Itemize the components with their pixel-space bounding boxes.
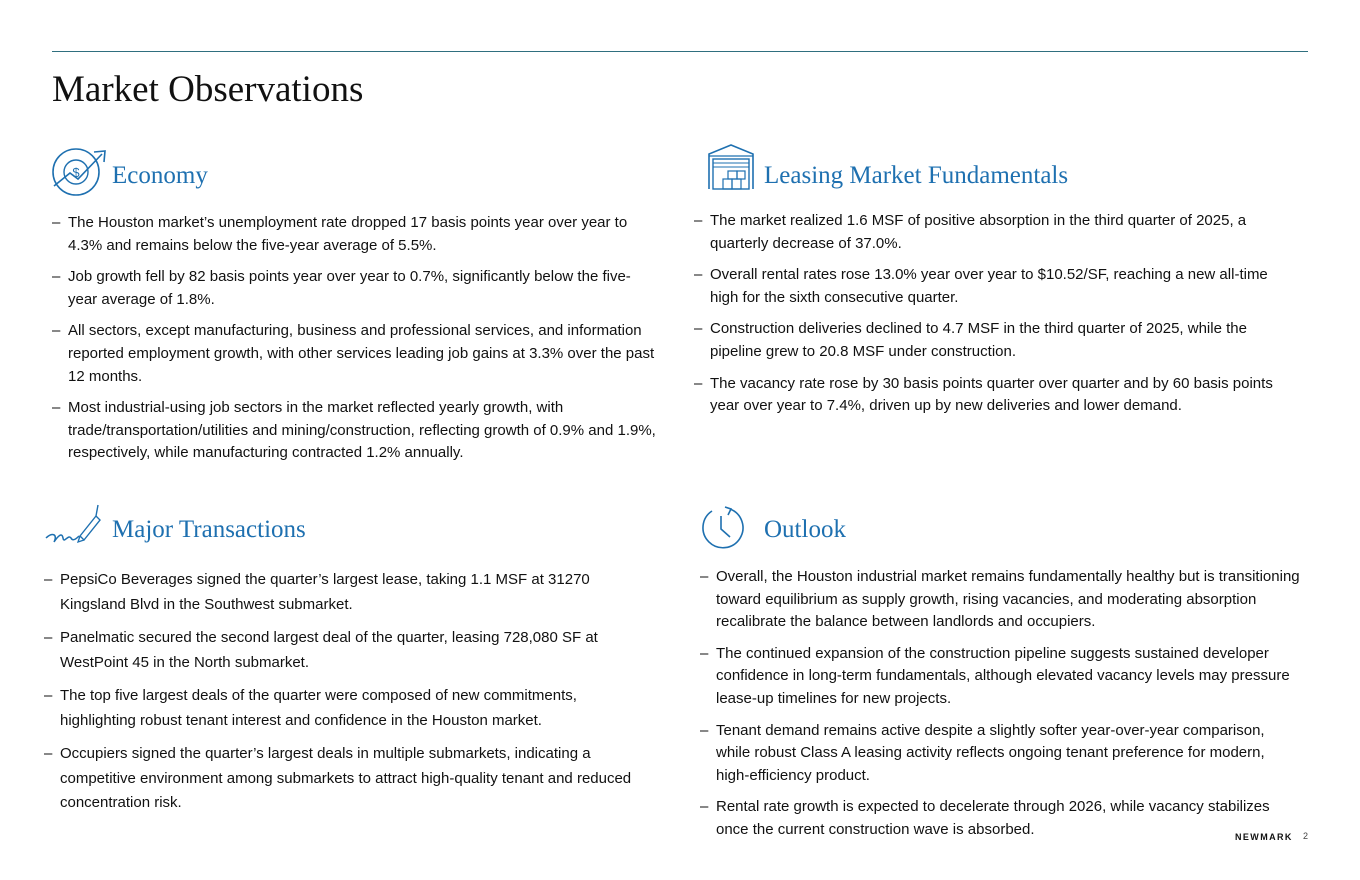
- section-header: [44, 502, 656, 568]
- section-title: Outlook: [764, 516, 846, 543]
- section-title: Leasing Market Fundamentals: [764, 162, 1069, 189]
- list-item: – The Houston market’s unemployment rate dropped 17 basis points year over year to 4.3% and remains below the five-year average of 5.5%.: [52, 214, 628, 254]
- section-outlook: [700, 504, 1300, 851]
- dollar-growth-icon: [52, 146, 108, 203]
- footer-brand-logo: NEWMARK: [1235, 832, 1293, 842]
- section-header: [700, 504, 1300, 566]
- list-item: – The market realized 1.6 MSF of positive absorption in the third quarter of 2025, a quarterly decrease of 37.0%.: [694, 212, 1247, 252]
- bullet-list: [700, 566, 1300, 842]
- list-item: – The top five largest deals of the quarter were composed of new commitments, highlighting robust tenant interest and confidence in the Houston market.: [44, 687, 577, 729]
- list-item: – The continued expansion of the construction pipeline suggests sustained developer confidence in long-term fundamentals, although elevated vacancy levels may pressure lease-up timelines for new projects.: [700, 644, 1290, 707]
- section-title: Major Transactions: [112, 516, 306, 543]
- list-item: – Most industrial-using job sectors in the market reflected yearly growth, with trade/transportation/utilities and mining/construction, reflecting growth of 0.9% and 1.9%, respectively, while manufacturing contracted 1.2% annually.: [52, 399, 656, 462]
- page-title: Market Observations: [52, 69, 364, 110]
- list-item: – Occupiers signed the quarter’s largest deals in multiple submarkets, indicating a competitive environment among submarkets to attract high-quality tenant and reduced concentration risk.: [44, 745, 632, 811]
- section-major-transactions: [44, 502, 656, 825]
- page-number: 2: [1303, 831, 1309, 841]
- signature-pen-icon: [44, 502, 104, 555]
- header-rule: [52, 51, 1308, 52]
- list-item: – Job growth fell by 82 basis points year over year to 0.7%, significantly below the five-year average of 1.8%.: [52, 268, 631, 308]
- list-item: – Panelmatic secured the second largest deal of the quarter, leasing 728,080 SF at WestPoint 45 in the North submarket.: [44, 629, 598, 671]
- list-item: – Construction deliveries declined to 4.7 MSF in the third quarter of 2025, while the pipeline grew to 20.8 MSF under construction.: [694, 320, 1247, 360]
- list-item: – Overall, the Houston industrial market remains fundamentally healthy but is transitioning toward equilibrium as supply growth, rising vacancies, and moderating absorption recalibrate the balance between landlords and occupiers.: [700, 568, 1300, 631]
- bullet-list: [44, 568, 656, 816]
- list-item: – PepsiCo Beverages signed the quarter’s largest lease, taking 1.1 MSF at 31270 Kingsland Blvd in the Southwest submarket.: [44, 571, 590, 613]
- section-header: [52, 146, 656, 212]
- bullet-list: [694, 210, 1300, 418]
- list-item: – Tenant demand remains active despite a slightly softer year-over-year comparison, while robust Class A leasing activity reflects ongoing tenant preference for modern, high-efficiency product.: [700, 721, 1265, 784]
- warehouse-icon: [708, 144, 754, 195]
- section-economy: [52, 146, 656, 474]
- list-item: – Overall rental rates rose 13.0% year over year to $10.52/SF, reaching a new all-time high for the sixth consecutive quarter.: [694, 266, 1268, 306]
- svg-text:$: $: [72, 165, 80, 180]
- section-leasing-fundamentals: [694, 144, 1300, 427]
- list-item: – The vacancy rate rose by 30 basis points quarter over quarter and by 60 basis points year over year to 7.4%, driven up by new deliveries and lower demand.: [694, 374, 1273, 415]
- section-header: [694, 144, 1300, 210]
- section-title: Economy: [112, 162, 208, 189]
- list-item: – Rental rate growth is expected to decelerate through 2026, while vacancy stabilizes once the current construction wave is absorbed.: [700, 798, 1270, 838]
- list-item: – All sectors, except manufacturing, business and professional services, and information reported employment growth, with other services leading job gains at 3.3% over the past 12 months.: [52, 322, 655, 385]
- bullet-list: [52, 212, 656, 465]
- clock-refresh-icon: [700, 504, 746, 557]
